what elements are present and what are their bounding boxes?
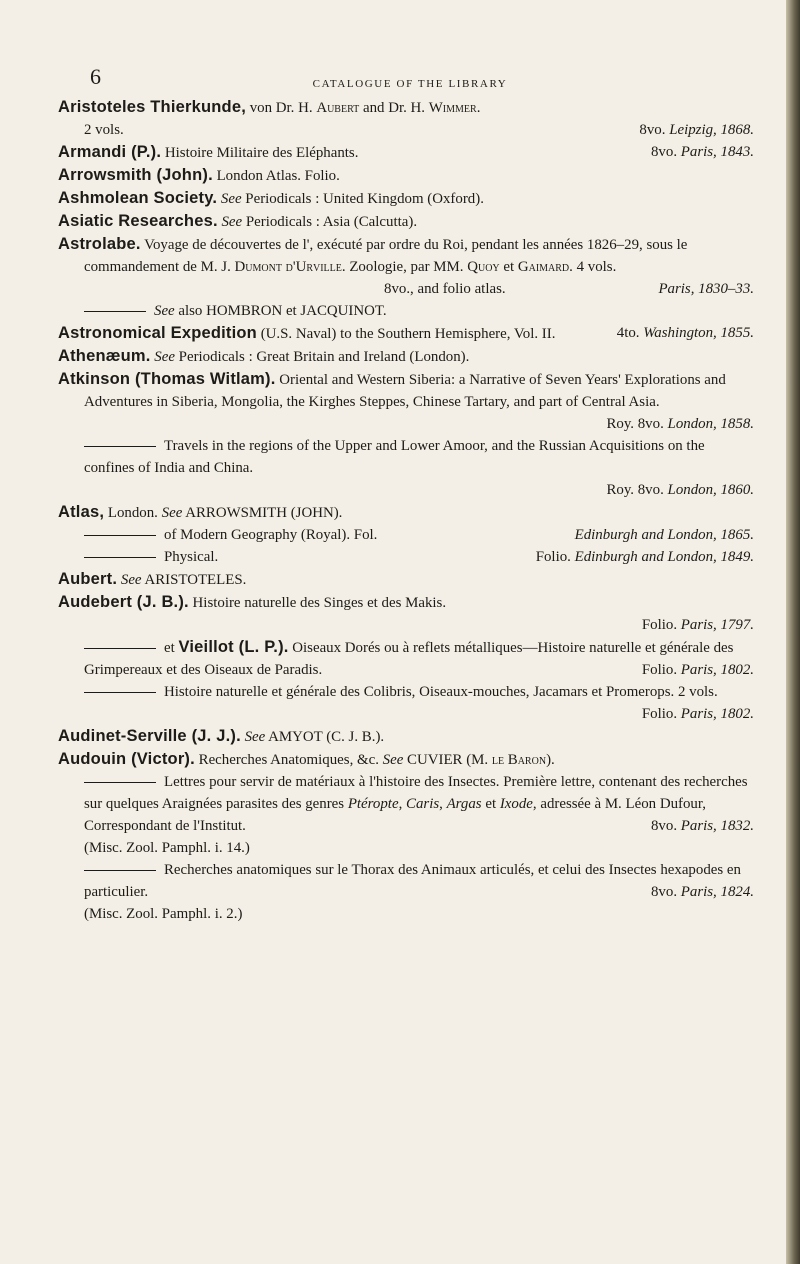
entry-atlas-modern-geography: of Modern Geography (Royal). Fol. Edinburgh and London, 1865. (58, 524, 754, 546)
entry-aubert: Aubert. See ARISTOTELES. (58, 570, 247, 588)
entry-armandi: Armandi (P.). Histoire Militaire des Eléphants. 8vo. Paris, 1843. (58, 143, 754, 161)
entry-audinet-serville: Audinet-Serville (J. J.). See AMYOT (C. J. B.). (58, 727, 385, 745)
entry-arrowsmith: Arrowsmith (John). London Atlas. Folio. (58, 166, 340, 184)
entry-audouin-recherches: Recherches anatomiques sur le Thorax des Animaux articulés, et celui des Insectes hexapodes en particulier. 8vo. Paris, 1824. (Misc. Zool. Pamphl. i. 2.) (84, 862, 754, 922)
entry-asiatic-researches: Asiatic Researches. See Periodicals : Asia (Calcutta). (58, 212, 418, 230)
entry-athenaeum: Athenæum. See Periodicals : Great Britain and Ireland (London). (58, 347, 470, 365)
entry-audouin: Audouin (Victor). Recherches Anatomiques, &c. See CUVIER (M. le Baron). (58, 750, 555, 768)
ditto-dash (84, 782, 156, 783)
running-head: CATALOGUE OF THE LIBRARY (312, 78, 508, 90)
entry-audebert: Audebert (J. B.). Histoire naturelle des Singes et des Makis. Folio. Paris, 1797. (58, 593, 754, 633)
ditto-dash (84, 311, 146, 312)
entry-aristoteles: Aristoteles Thierkunde, von Dr. H. Aubert and Dr. H. Wimmer. 2 vols. 8vo. Leipzig, 1868. (58, 98, 754, 138)
ditto-dash (84, 446, 156, 447)
entry-audouin-lettres: Lettres pour servir de matériaux à l'histoire des Insectes. Première lettre, contenant des recherches sur quelques Araignées parasites des genres Ptéropte, Caris, Argas et Ixode, adressée à M. Léon Dufour, Correspondant de l'Institut. 8vo. Paris, 1832. (Misc. Zool. Pamphl. i. 14.) (84, 774, 754, 856)
entry-astrolabe: Astrolabe. Voyage de découvertes de l', exécuté par ordre du Roi, pendant les années 1826–29, sous le commandement de M. J. Dumont d'Urville. Zoologie, par MM. Quoy et Gaimard. 4 vols. 8vo., and folio atlas. Paris, 1830–33. (58, 235, 754, 297)
entry-ashmolean: Ashmolean Society. See Periodicals : United Kingdom (Oxford). (58, 189, 484, 207)
ditto-dash (84, 870, 156, 871)
catalogue-entries (58, 96, 754, 925)
ditto-dash (84, 692, 156, 693)
entry-atkinson: Atkinson (Thomas Witlam). Oriental and Western Siberia: a Narrative of Seven Years' Explorations and Adventures in Siberia, Mongolia, the Kirghes Steppes, Chinese Tartary, and part of Central Asia. Roy. 8vo. London, 1858. (58, 370, 754, 432)
entry-astronomical-expedition: Astronomical Expedition (U.S. Naval) to the Southern Hemisphere, Vol. II. 4to. Washington, 1855. (58, 324, 754, 342)
entry-atlas-physical: Physical. Folio. Edinburgh and London, 1849. (58, 546, 754, 568)
entry-astrolabe-see-also: See also HOMBRON et JACQUINOT. (58, 300, 754, 322)
page-edge-shadow (786, 0, 800, 1264)
ditto-dash (84, 535, 156, 536)
entry-atlas: Atlas, London. See ARROWSMITH (JOHN). (58, 503, 343, 521)
entry-audebert-vieillot: et Vieillot (L. P.). Oiseaux Dorés ou à reflets métalliques—Histoire naturelle et générale des Grimpereaux et des Oiseaux de Paradis. Folio. Paris, 1802. (84, 638, 754, 678)
entry-audebert-colibris: Histoire naturelle et générale des Colibris, Oiseaux-mouches, Jacamars et Promerops. 2 vols. Folio. Paris, 1802. (58, 681, 754, 703)
ditto-dash (84, 648, 156, 649)
entry-atkinson-travels: Travels in the regions of the Upper and Lower Amoor, and the Russian Acquisitions on the confines of India and China. Roy. 8vo. London, 1860. (84, 438, 754, 498)
ditto-dash (84, 557, 156, 558)
page-number: 6 (90, 64, 101, 89)
